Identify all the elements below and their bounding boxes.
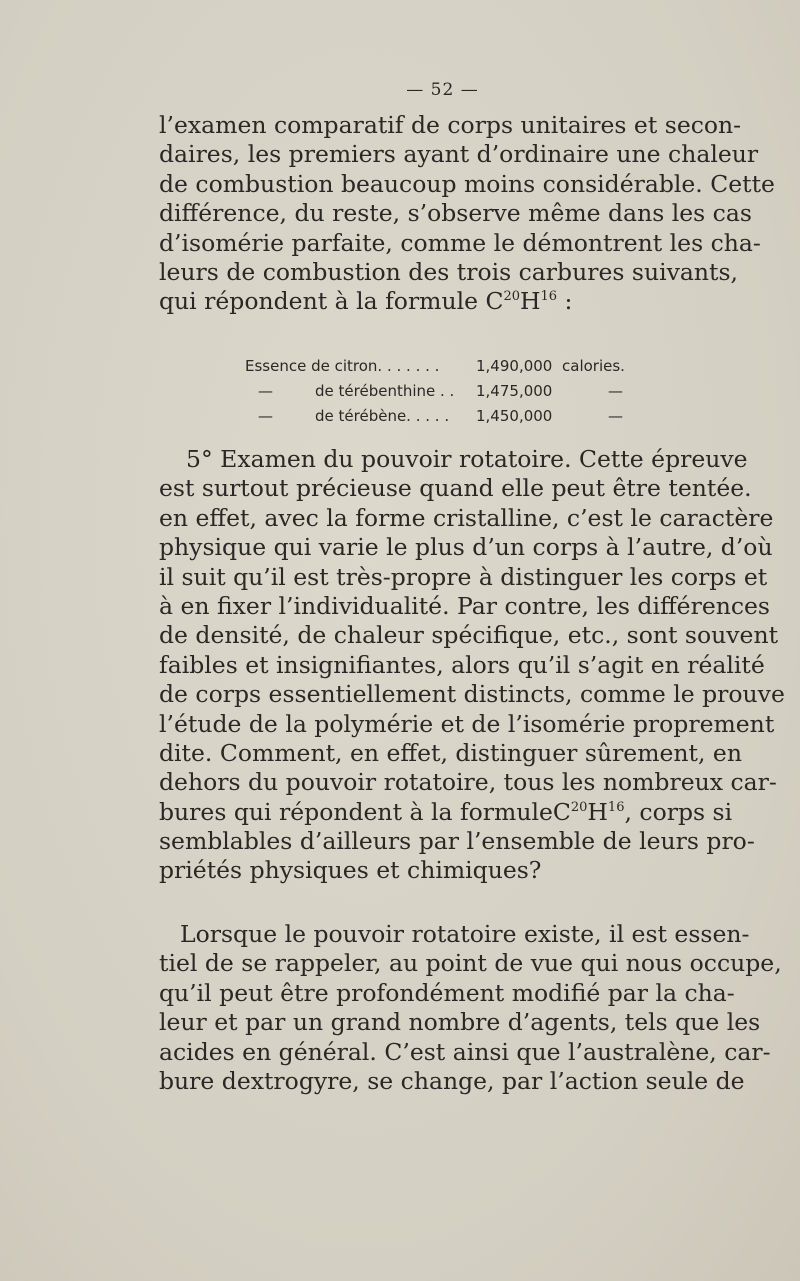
paragraph-3 [159, 920, 782, 1096]
text-fragment: : [557, 287, 573, 316]
heat-value: 1,450,000 [476, 407, 553, 425]
formula-superscript: 16 [540, 289, 558, 305]
text-line: dite. Comment, en effet, distinguer sûrement, en [159, 738, 742, 767]
unit: — [608, 382, 623, 400]
formula-symbol: H [520, 287, 541, 316]
text-line: différence, du reste, s’observe même dans les cas [159, 199, 752, 228]
paragraph-2 [159, 445, 785, 886]
ditto-dash: — [258, 407, 273, 425]
heat-value: 1,490,000 [476, 357, 553, 375]
unit: calories. [562, 357, 625, 375]
text-fragment: qui répondent à la formule C [159, 287, 504, 316]
text-line: à en fixer l’individualité. Par contre, les différences [159, 591, 770, 620]
text-line: dehors du pouvoir rotatoire, tous les nombreux car- [159, 768, 777, 797]
text-line: de combustion beaucoup moins considérable. Cette [159, 169, 775, 198]
text-line: physique qui varie le plus d’un corps à l’autre, d’où [159, 533, 773, 562]
text-line: priétés physiques et chimiques? [159, 856, 542, 885]
paragraph-1 [159, 111, 775, 317]
text-line: est surtout précieuse quand elle peut être tentée. [159, 474, 752, 503]
text-line: d’isomérie parfaite, comme le démontrent les cha- [159, 228, 761, 257]
text-line: l’étude de la polymérie et de l’isomérie proprement [159, 709, 775, 738]
text-line: tiel de se rappeler, au point de vue qui nous occupe, [159, 949, 782, 978]
text-line: semblables d’ailleurs par l’ensemble de leurs pro- [159, 827, 755, 856]
text-line: bure dextrogyre, se change, par l’action seule de [159, 1066, 745, 1095]
text-line: leurs de combustion des trois carbures suivants, [159, 257, 738, 286]
text-line: 5° Examen du pouvoir rotatoire. Cette épreuve [186, 445, 748, 473]
text-fragment: , corps si [624, 797, 733, 826]
text-line: leur et par un grand nombre d’agents, tels que les [159, 1008, 761, 1037]
text-line: daires, les premiers ayant d’ordinaire une chaleur [159, 140, 759, 169]
formula-symbol: H [587, 797, 608, 826]
text-line: qu’il peut être profondément modifié par la cha- [159, 978, 735, 1007]
text-line: de corps essentiellement distincts, comme le prouve [159, 680, 785, 709]
substance-name: de térébenthine . . [315, 382, 455, 400]
text-line: l’examen comparatif de corps unitaires et secon- [159, 111, 742, 139]
text-line: Lorsque le pouvoir rotatoire existe, il est essen- [180, 920, 750, 948]
text-line: en effet, avec la forme cristalline, c’est le caractère [159, 503, 774, 532]
substance-name: Essence de citron. . . . . . . [245, 357, 440, 375]
text-line-formula [159, 797, 733, 827]
heat-value: 1,475,000 [476, 382, 553, 400]
text-line: acides en général. C’est ainsi que l’australène, car- [159, 1037, 771, 1066]
text-line: de densité, de chaleur spécifique, etc., sont souvent [159, 621, 779, 650]
text-line-formula [159, 287, 727, 316]
text-fragment: bures qui répondent à la formule [159, 797, 553, 826]
text-line: il suit qu’il est très-propre à distinguer les corps et [159, 562, 768, 591]
formula-superscript: 20 [570, 799, 588, 815]
ditto-dash: — [258, 382, 273, 400]
text-line: faibles et insignifiantes, alors qu’il s’agit en réalité [159, 650, 765, 679]
formula-superscript: 16 [607, 799, 625, 815]
formula [553, 798, 732, 827]
unit: — [608, 407, 623, 425]
formula-superscript: 20 [503, 289, 521, 305]
formula-symbol: C [552, 797, 571, 826]
substance-name: de térébène. . . . . [315, 407, 450, 425]
page-number: — 52 — [406, 80, 479, 100]
